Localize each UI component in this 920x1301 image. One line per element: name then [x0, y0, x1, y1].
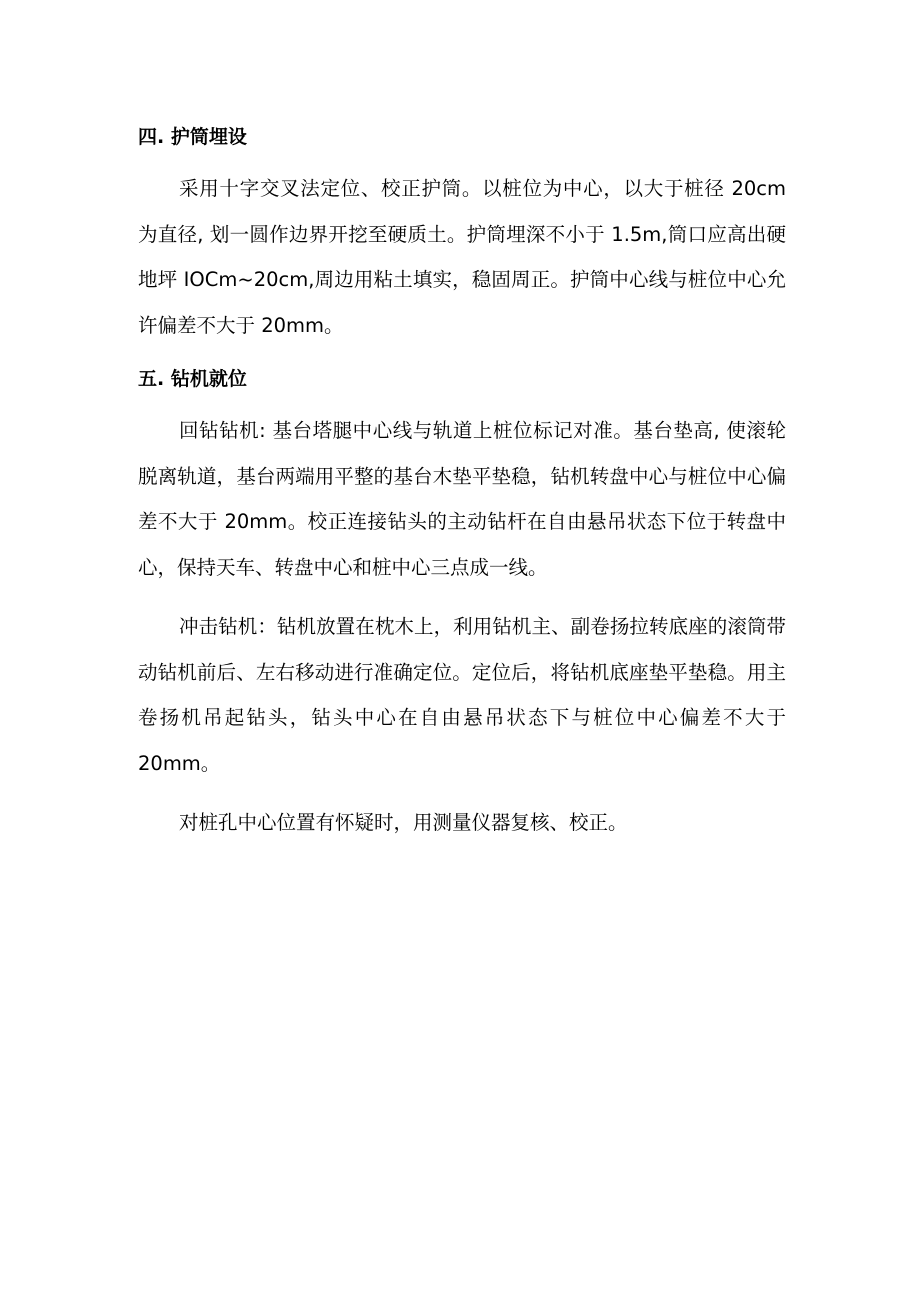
paragraph-casing-installation: 采用十字交叉法定位、校正护筒。以桩位为中心，以大于桩径 20cm 为直径, 划一圆作边界开挖至硬质土。护筒埋深不小于 1.5m,筒口应高出硬地坪 IOCm~20cm,周边用粘土填实，稳固周正。护筒中心线与桩位中心允许偏差不大于 20mm。 [138, 177, 786, 337]
paragraph-rotary-rig: 回钻钻机: 基台塔腿中心线与轨道上桩位标记对准。基台垫高, 使滚轮脱离轨道，基台两端用平整的基台木垫平垫稳，钻机转盘中心与桩位中心偏差不大于 20mm。校正连接钻头的主动钻杆在自由悬吊状态下位于转盘中心，保持天车、转盘中心和桩中心三点成一线。 [138, 419, 786, 579]
paragraph-percussion-rig: 冲击钻机：钻机放置在枕木上，利用钻机主、副卷扬拉转底座的滚筒带动钻机前后、左右移动进行准确定位。定位后，将钻机底座垫平垫稳。用主卷扬机吊起钻头，钻头中心在自由悬吊状态下与桩位中心偏差不大于 20mm。 [138, 615, 786, 775]
section-heading-rig-positioning: 五. 钻机就位 [138, 368, 247, 390]
document-body [138, 120, 786, 846]
paragraph-verification: 对桩孔中心位置有怀疑时，用测量仪器复核、校正。 [179, 811, 628, 834]
section-heading-casing: 四. 护筒埋设 [138, 126, 247, 148]
